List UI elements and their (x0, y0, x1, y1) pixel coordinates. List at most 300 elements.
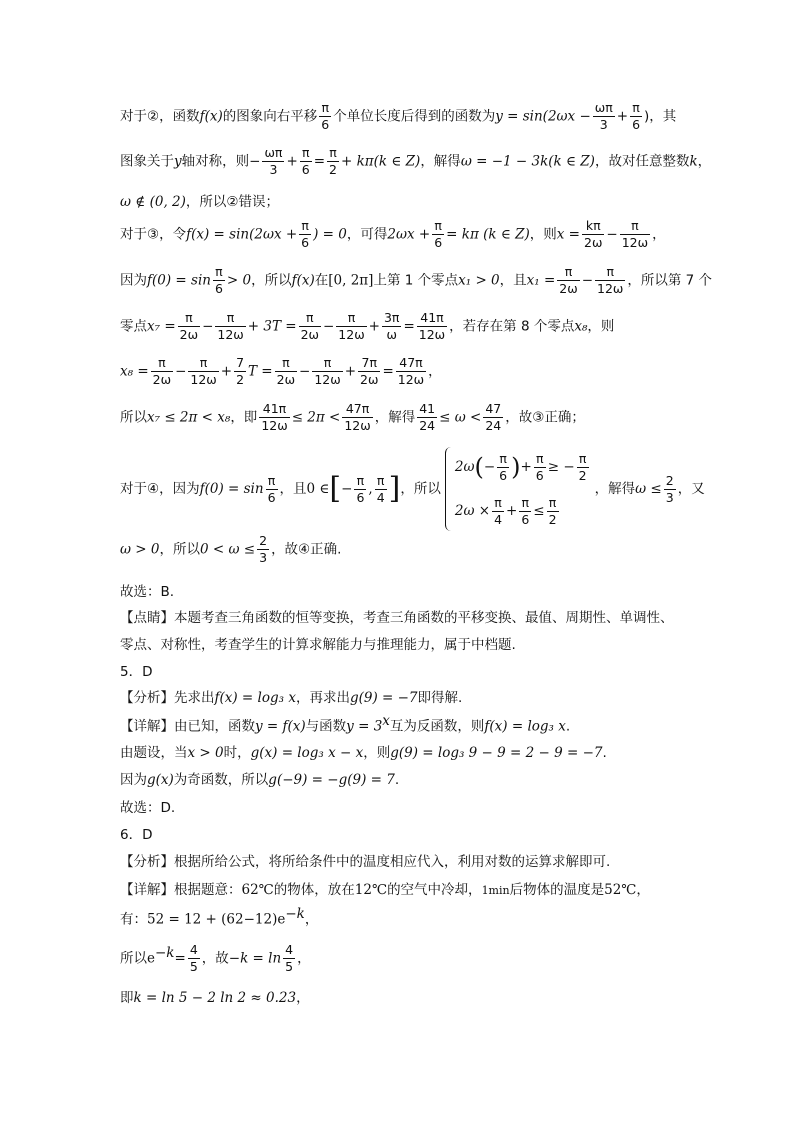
text: 因为 (120, 772, 147, 788)
math: f(0) = sin (199, 481, 264, 497)
fraction (375, 473, 387, 506)
denominator: 6 (214, 281, 223, 296)
fraction (382, 310, 401, 343)
denominator: 2 (548, 511, 557, 527)
text: ，则 (529, 226, 557, 243)
math: ω > 0 (120, 541, 160, 558)
denominator: 3 (259, 550, 268, 565)
text: 所以 (120, 950, 147, 967)
text: ，则 (363, 745, 391, 761)
denominator: 12ω (621, 235, 649, 250)
fraction (582, 218, 604, 251)
fraction (557, 264, 579, 297)
denominator: 3 (599, 117, 608, 132)
q5-analysis (120, 686, 462, 706)
right-bracket: ] (388, 471, 401, 506)
text: 为奇函数，所以 (173, 772, 269, 788)
math: f(x) = sin(2ωx + (186, 226, 298, 243)
denominator: 12ω (190, 372, 217, 387)
math: g(−9) = −g(9) = 7 (268, 772, 395, 788)
math: + 3T = (247, 318, 297, 335)
q5-line3 (120, 741, 607, 761)
text: . (565, 718, 571, 735)
math: = (382, 363, 394, 380)
numerator: π (327, 145, 339, 162)
text: 轴对称，则 (181, 153, 250, 170)
math: = kπ (k ∈ Z) (446, 226, 530, 243)
fraction (417, 401, 437, 434)
text: ，故④正确. (271, 541, 342, 558)
fraction (262, 145, 284, 178)
math: + (220, 363, 233, 380)
math: y = f(x) (255, 718, 306, 735)
numerator: π (300, 145, 312, 162)
text: ，则 (587, 318, 615, 335)
text: ，所以②错误； (185, 194, 279, 210)
text: ， (636, 882, 650, 898)
math: e (147, 950, 155, 967)
numerator: π (577, 451, 589, 468)
numerator: π (595, 264, 625, 281)
p2-line3 (120, 190, 279, 210)
denominator: 6 (267, 489, 276, 505)
text: 的图象向右平移 (222, 108, 318, 125)
text: 所以 (120, 409, 147, 426)
math: g(x) (147, 772, 174, 788)
text: ，又 (677, 481, 705, 497)
text: 根据题意： (174, 882, 242, 898)
math: k (689, 153, 698, 170)
denominator: 2ω (360, 372, 379, 387)
numerator: π (178, 310, 200, 327)
math: 12℃ (354, 882, 388, 898)
fraction (299, 218, 311, 251)
numerator: π (188, 355, 218, 372)
numerator: 4 (189, 942, 198, 957)
p4-line2 (120, 533, 341, 566)
text: ，再求出 (295, 690, 350, 706)
q5-number (120, 660, 152, 680)
q6-line3 (120, 942, 311, 975)
text: ， (428, 363, 442, 380)
math: 2ω × (454, 503, 491, 519)
text: 的空气中冷却， (387, 882, 482, 898)
text: 根据所给公式，将所给条件中的温度相应代入，利用对数的运算求解即可. (174, 854, 611, 870)
text: ，解得 (420, 153, 461, 170)
section-tag: 【详解】 (120, 882, 174, 898)
denominator: 6 (356, 489, 365, 505)
text: ， (296, 990, 310, 1006)
numerator: π (312, 355, 342, 372)
numerator: 41π (259, 401, 289, 418)
text: ，所以 (159, 541, 200, 558)
text: 有： (120, 911, 147, 928)
text: ， (652, 226, 666, 243)
text: 与函数 (305, 718, 347, 735)
inequality-system (445, 445, 591, 533)
denominator: 4 (494, 511, 503, 527)
denominator: 2 (329, 162, 337, 177)
fraction (432, 218, 444, 251)
math: = (403, 318, 415, 335)
text: ， (304, 911, 319, 928)
text: ，故 (201, 950, 229, 967)
math: − (299, 363, 311, 380)
denominator: 12ω (338, 327, 365, 342)
denominator: 6 (301, 162, 310, 177)
numerator: 7 (236, 355, 245, 370)
numerator: π (299, 310, 321, 327)
q5-detail (120, 713, 570, 735)
text: 故选：B. (120, 584, 175, 600)
denominator: 12ω (418, 327, 446, 342)
denominator: 6 (434, 235, 443, 250)
denominator: 24 (485, 418, 502, 433)
fraction (497, 451, 509, 484)
p3-line5 (120, 401, 585, 434)
denominator: 2ω (300, 327, 319, 342)
math: + kπ(k ∈ Z) (340, 153, 421, 170)
fraction (547, 495, 559, 528)
numerator: π (375, 473, 387, 490)
fraction (259, 401, 289, 434)
math: f(0) = sin (147, 272, 211, 289)
numerator: ωπ (264, 145, 283, 160)
math: = (174, 950, 186, 967)
numerator: π (275, 355, 297, 372)
text: ，且 (499, 272, 527, 289)
math: T = (248, 363, 273, 380)
fraction (234, 355, 246, 388)
fraction (299, 310, 321, 343)
math: ω = −1 − 3k(k ∈ Z) (460, 153, 595, 170)
math: g(9) = −7 (349, 690, 418, 706)
math: x = (556, 226, 580, 243)
text: ， (297, 950, 311, 967)
denominator: 6 (521, 511, 530, 527)
math: [0, 2π] (328, 272, 374, 289)
numerator: π (547, 495, 559, 512)
math: ) = 0 (313, 226, 347, 243)
math: − (606, 226, 618, 243)
q6-detail (120, 878, 650, 898)
text: ，解得 (594, 481, 636, 497)
fraction (327, 145, 339, 178)
math: ≤ ω < (439, 409, 482, 426)
math: x₈ = (120, 363, 149, 380)
text: 时， (223, 745, 251, 761)
math: + (286, 153, 298, 170)
fraction (483, 401, 503, 434)
math: 1min (481, 884, 510, 897)
denominator: 12ω (217, 327, 244, 342)
dianjing-line1 (120, 606, 674, 626)
text: 图象关于 (120, 153, 174, 170)
q5-answer (120, 796, 175, 816)
fraction (417, 310, 447, 343)
denominator: 6 (321, 117, 330, 132)
text: 个单位长度后得到的函数为 (333, 108, 496, 125)
math: x₈ (574, 318, 588, 335)
denominator: 3 (269, 162, 278, 177)
fraction (519, 495, 531, 528)
fraction (275, 355, 297, 388)
math: = (313, 153, 326, 170)
math: y (174, 153, 182, 170)
math: f(x) = log₃ x (214, 690, 296, 706)
math: x₁ = (526, 272, 556, 289)
text: 互为反函数，则 (389, 718, 485, 735)
numerator: π (336, 310, 366, 327)
denominator: 5 (285, 959, 294, 974)
numerator: 7π (358, 355, 380, 372)
math: 62℃ (241, 882, 274, 898)
fraction (354, 473, 366, 506)
numerator: 2 (665, 472, 674, 488)
math: ≥ − (547, 459, 575, 475)
numerator: π (630, 100, 642, 117)
text: 零点 (120, 318, 147, 335)
math: − (322, 318, 335, 335)
numerator: π (497, 451, 509, 468)
fraction (266, 473, 278, 506)
denominator: 6 (499, 467, 508, 483)
math: 52 = 12 + (62−12)e (147, 911, 286, 928)
fraction (336, 310, 366, 343)
p2-line2 (120, 145, 711, 178)
text: ，解得 (374, 409, 416, 426)
numerator: π (620, 218, 650, 235)
text: ，若存在第 8 个零点 (449, 318, 575, 335)
p2-line1 (120, 100, 676, 133)
math: f(x) (291, 272, 315, 289)
numerator: π (354, 473, 366, 490)
text: )，其 (644, 108, 677, 125)
right-paren: ) (511, 453, 521, 481)
denominator: 6 (301, 235, 310, 250)
math: + (344, 363, 357, 380)
fraction (188, 942, 200, 975)
numerator: π (151, 355, 173, 372)
p3-line2 (120, 264, 712, 297)
numerator: π (215, 310, 245, 327)
answer-4 (120, 580, 174, 600)
text: 由题设，当 (120, 745, 188, 761)
denominator: 12ω (597, 281, 624, 296)
p4-line1 (120, 445, 705, 533)
math: x > 0 (187, 745, 224, 761)
text: . (602, 745, 607, 761)
math: y = sin(2ωx − (495, 108, 591, 125)
numerator: 3π (383, 310, 400, 325)
math: + (368, 318, 380, 335)
text: 即 (120, 990, 134, 1006)
text: ， (697, 153, 712, 170)
denominator: 4 (376, 489, 385, 505)
denominator: 24 (419, 418, 436, 433)
question-number: 6．D (120, 827, 153, 843)
numerator: π (557, 264, 579, 281)
fraction (595, 264, 625, 297)
p3-line4 (120, 355, 442, 388)
math: + (616, 108, 629, 125)
denominator: ω (386, 327, 397, 342)
math: 2ωx + (387, 226, 431, 243)
math: ω ∉ (0, 2) (120, 194, 186, 210)
fraction (630, 100, 642, 133)
system-row-2 (455, 489, 591, 533)
math: x₇ = (147, 318, 176, 335)
p3-line3 (120, 310, 614, 343)
math: − (341, 481, 353, 497)
math: k = ln 5 − 2 ln 2 ≈ 0.23 (133, 990, 297, 1006)
math: ≤ (533, 503, 545, 519)
fraction (620, 218, 650, 251)
fraction (215, 310, 245, 343)
numerator: ωπ (594, 100, 613, 115)
math: 52℃ (604, 882, 637, 898)
fraction (577, 451, 589, 484)
numerator: 47π (342, 401, 372, 418)
math: − (483, 459, 496, 475)
q6-analysis (120, 850, 610, 870)
denominator: 12ω (314, 372, 341, 387)
denominator: 6 (535, 467, 544, 483)
math: x₇ ≤ 2π < x₈ (147, 409, 231, 426)
math: 2ω (454, 459, 475, 475)
numerator: kπ (582, 218, 604, 235)
math: g(9) = log₃ 9 − 9 = 2 − 9 = −7 (390, 745, 603, 761)
text: 即得解. (417, 690, 463, 706)
text: 对于②，函数 (120, 108, 200, 125)
section-tag: 【详解】 (120, 718, 174, 735)
fraction (151, 355, 173, 388)
fraction (283, 942, 295, 975)
math: ω ≤ (635, 481, 662, 497)
fraction (188, 355, 218, 388)
text: ，故对任意整数 (594, 153, 690, 170)
numerator: 47 (485, 401, 502, 416)
dianjing-line2 (120, 633, 516, 653)
text: 后物体的温度是 (509, 882, 605, 898)
numerator: 41 (419, 401, 436, 416)
math: 0 ∈ (306, 481, 330, 497)
fraction (664, 473, 676, 506)
numerator: π (519, 495, 531, 512)
math: g(x) = log₃ x − x (250, 745, 364, 761)
fraction (593, 100, 615, 133)
fraction (492, 495, 504, 528)
math: − (202, 318, 214, 335)
q6-number (120, 823, 152, 843)
text: ，故③正确； (505, 409, 585, 426)
fraction (534, 451, 546, 484)
denominator: 2ω (559, 281, 578, 296)
denominator: 12ω (397, 372, 425, 387)
text: ，即 (230, 409, 258, 426)
math: 0 < ω ≤ (200, 541, 256, 558)
left-paren: ( (474, 453, 484, 481)
math: − (581, 272, 594, 289)
denominator: 2ω (584, 235, 603, 250)
numerator: π (213, 264, 225, 281)
numerator: 41π (417, 310, 447, 327)
math: − (175, 363, 187, 380)
fraction (257, 533, 269, 566)
fraction (396, 355, 426, 388)
section-tag: 【分析】 (120, 854, 174, 870)
math: + (506, 503, 518, 519)
denominator: 2ω (179, 327, 199, 342)
denominator: 2ω (152, 372, 172, 387)
fraction (319, 100, 331, 133)
numerator: 47π (396, 355, 426, 372)
text: 对于③，令 (120, 226, 187, 243)
text: ，所以 (400, 481, 441, 497)
math-superscript: −k (155, 945, 175, 961)
fraction (358, 355, 380, 388)
text: ，所以第 7 个 (627, 272, 713, 289)
math: f(x) (199, 108, 223, 125)
math-superscript: x (382, 713, 390, 729)
numerator: π (299, 218, 311, 235)
math: > 0 (226, 272, 252, 289)
q5-line4 (120, 768, 399, 788)
math: , (368, 481, 373, 497)
denominator: 2ω (276, 372, 296, 387)
fraction (312, 355, 342, 388)
text: 因为 (120, 272, 147, 289)
p3-line1 (120, 218, 666, 251)
text: 先求出 (174, 690, 215, 706)
math: + (520, 459, 532, 475)
math: − (249, 153, 261, 170)
section-tag: 【分析】 (120, 690, 174, 706)
denominator: 3 (665, 489, 674, 505)
numerator: π (534, 451, 546, 468)
fraction (178, 310, 200, 343)
text: 在 (314, 272, 329, 289)
fraction (300, 145, 312, 178)
text: 上第 1 个零点 (373, 272, 459, 289)
question-number: 5．D (120, 664, 153, 680)
math: ≤ 2π < (291, 409, 341, 426)
math: y = 3 (346, 718, 383, 735)
math: f(x) = log₃ x (484, 718, 566, 735)
math: x₁ > 0 (458, 272, 500, 289)
text: 本题考查三角函数的恒等变换，考查三角函数的平移变换、最值、周期性、单调性、 (174, 610, 674, 626)
math: −k = ln (228, 950, 282, 967)
q6-line4 (120, 986, 310, 1006)
system-row-1 (455, 445, 591, 489)
text: ，可得 (346, 226, 388, 243)
text: . (394, 772, 400, 788)
fraction (213, 264, 225, 297)
numerator: π (319, 100, 331, 117)
text: 的物体，放在 (273, 882, 355, 898)
left-bracket: [ (329, 471, 342, 506)
section-tag: 【点睛】 (120, 610, 174, 626)
denominator: 12ω (344, 418, 371, 433)
text: 故选：D. (120, 800, 176, 816)
numerator: 4 (285, 942, 294, 957)
denominator: 6 (632, 117, 641, 132)
text: 对于④，因为 (120, 481, 200, 497)
text: 零点、对称性，考查学生的计算求解能力与推理能力，属于中档题. (120, 637, 516, 653)
text: ，所以 (251, 272, 292, 289)
fraction (342, 401, 372, 434)
numerator: π (266, 473, 278, 490)
